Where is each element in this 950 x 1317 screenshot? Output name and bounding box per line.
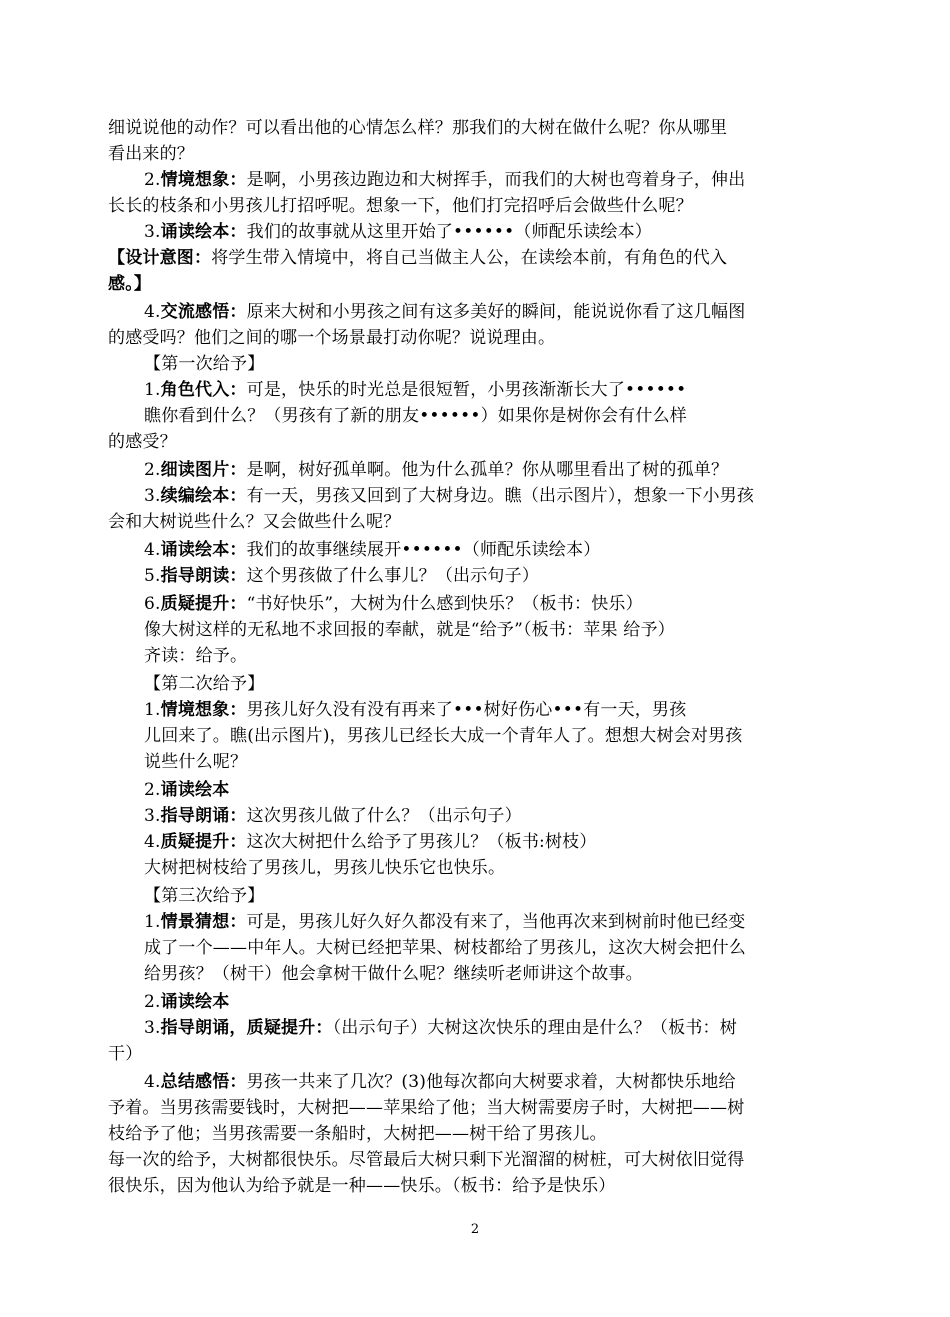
text-line: 2.诵读绘本: [144, 780, 230, 800]
text-line: 4.质疑提升：这次大树把什么给予了男孩儿？（板书:树枝）: [144, 832, 597, 852]
text-line: 3.续编绘本：有一天，男孩又回到了大树身边。瞧（出示图片），想象一下小男孩: [144, 486, 755, 506]
text-line: 干）: [108, 1044, 143, 1064]
text-line: 很快乐，因为他认为给予就是一种——快乐。（板书：给予是快乐）: [108, 1176, 616, 1196]
text-line: 1.情境想象：男孩儿好久没有没有再来了•••树好伤心•••有一天，男孩: [144, 700, 687, 720]
text-line: 长长的枝条和小男孩儿打招呼呢。想象一下，他们打完招呼后会做些什么呢？: [108, 196, 693, 216]
text-line: 4.诵读绘本：我们的故事继续展开••••••（师配乐读绘本）: [144, 540, 601, 560]
text-line: 枝给予了他；当男孩需要一条船时，大树把——树干给了男孩儿。: [108, 1124, 607, 1144]
text-line: 大树把树枝给了男孩儿，男孩儿快乐它也快乐。: [144, 858, 506, 878]
text-line: 瞧你看到什么？（男孩有了新的朋友••••••）如果你是树你会有什么样: [144, 406, 687, 426]
text-line: 儿回来了。瞧(出示图片)，男孩儿已经长大成一个青年人了。想想大树会对男孩: [144, 726, 743, 746]
text-line: 细说说他的动作？可以看出他的心情怎么样？那我们的大树在做什么呢？你从哪里: [108, 118, 728, 138]
text-line: 像大树这样的无私地不求回报的奉献，就是“给予”（板书：苹果 给予）: [144, 620, 675, 640]
text-line: 说些什么呢？: [144, 752, 248, 772]
text-line: 1.角色代入：可是，快乐的时光总是很短暂，小男孩渐渐长大了••••••: [144, 380, 687, 400]
text-line: 5.指导朗读：这个男孩做了什么事儿？（出示句子）: [144, 566, 540, 586]
text-line: 成了一个——中年人。大树已经把苹果、树枝都给了男孩儿，这次大树会把什么: [144, 938, 746, 958]
text-line: 的感受吗？他们之间的哪一个场景最打动你呢？说说理由。: [108, 328, 556, 348]
text-line: 3.指导朗诵，质疑提升：（出示句子）大树这次快乐的理由是什么？（板书：树: [144, 1018, 737, 1038]
text-line: 齐读：给予。: [144, 646, 248, 666]
design-intent: 感。】: [108, 274, 152, 294]
text-line: 的感受？: [108, 432, 177, 452]
text-line: 4.总结感悟：男孩一共来了几次？(3)他每次都向大树要求着，大树都快乐地给: [144, 1072, 736, 1092]
text-line: 3.诵读绘本：我们的故事就从这里开始了••••••（师配乐读绘本）: [144, 222, 652, 242]
text-line: 会和大树说些什么？又会做些什么呢？: [108, 512, 401, 532]
section-heading: 【第三次给予】: [144, 886, 265, 906]
section-heading: 【第一次给予】: [144, 354, 265, 374]
text-line: 1.情景猜想：可是，男孩儿好久好久都没有来了，当他再次来到树前时他已经变: [144, 912, 746, 932]
design-intent: 【设计意图：将学生带入情境中，将自己当做主人公，在读绘本前，有角色的代入: [108, 248, 728, 268]
text-line: 每一次的给予，大树都很快乐。尽管最后大树只剩下光溜溜的树桩，可大树依旧觉得: [108, 1150, 745, 1170]
text-line: 给男孩？（树干）他会拿树干做什么呢？继续听老师讲这个故事。: [144, 964, 643, 984]
text-line: 看出来的？: [108, 144, 194, 164]
text-line: 予着。当男孩需要钱时，大树把——苹果给了他；当大树需要房子时，大树把——树: [108, 1098, 745, 1118]
text-line: 2.诵读绘本: [144, 992, 230, 1012]
text-line: 3.指导朗诵：这次男孩儿做了什么？（出示句子）: [144, 806, 522, 826]
text-line: 6.质疑提升：“书好快乐”，大树为什么感到快乐？（板书：快乐）: [144, 594, 643, 614]
text-line: 2.细读图片：是啊，树好孤单啊。他为什么孤单？你从哪里看出了树的孤单？: [144, 460, 729, 480]
page-number: 2: [470, 1222, 480, 1237]
text-line: 4.交流感悟：原来大树和小男孩之间有这多美好的瞬间，能说说你看了这几幅图: [144, 302, 746, 322]
section-heading: 【第二次给予】: [144, 674, 265, 694]
text-line: 2.情境想象：是啊，小男孩边跑边和大树挥手，而我们的大树也弯着身子，伸出: [144, 170, 746, 190]
